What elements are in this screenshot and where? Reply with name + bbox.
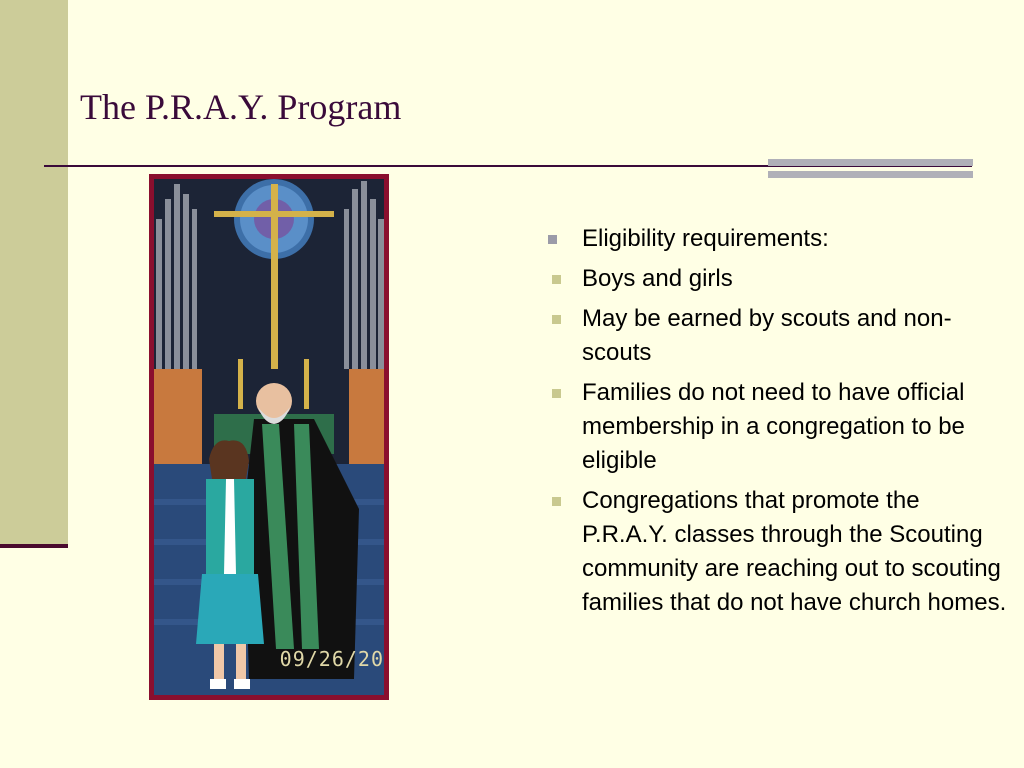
bullet-text: May be earned by scouts and non-scouts (582, 305, 952, 366)
square-bullet-icon (552, 275, 561, 284)
bullet-text: Families do not need to have official membership in a congregation to be eligible (582, 379, 965, 474)
square-bullet-icon (552, 315, 561, 324)
bullet-list (548, 222, 1008, 626)
bullet-item (548, 302, 1008, 370)
church-scene-illustration (154, 179, 384, 695)
accent-bar-top (768, 159, 973, 166)
bullet-text: Eligibility requirements: (582, 225, 829, 252)
church-photo (154, 179, 384, 695)
bullet-text: Congregations that promote the P.R.A.Y. classes through the Scouting community are reaching out to scouting families that do not have church homes. (582, 487, 1007, 616)
bullet-item (548, 262, 1008, 296)
left-accent-band (0, 0, 68, 547)
title-accent-bars (768, 159, 973, 179)
square-bullet-icon (552, 389, 561, 398)
slide-title: The P.R.A.Y. Program (80, 87, 402, 127)
bullet-item (548, 222, 1008, 256)
bullet-item (548, 484, 1008, 620)
accent-bar-bottom (768, 171, 973, 178)
left-accent-underline (0, 544, 68, 548)
bullet-text: Boys and girls (582, 265, 733, 292)
photo-frame (149, 174, 389, 700)
square-bullet-icon (548, 235, 557, 244)
square-bullet-icon (552, 497, 561, 506)
bullet-item (548, 376, 1008, 478)
photo-date-stamp: 09/26/20 (279, 647, 384, 671)
